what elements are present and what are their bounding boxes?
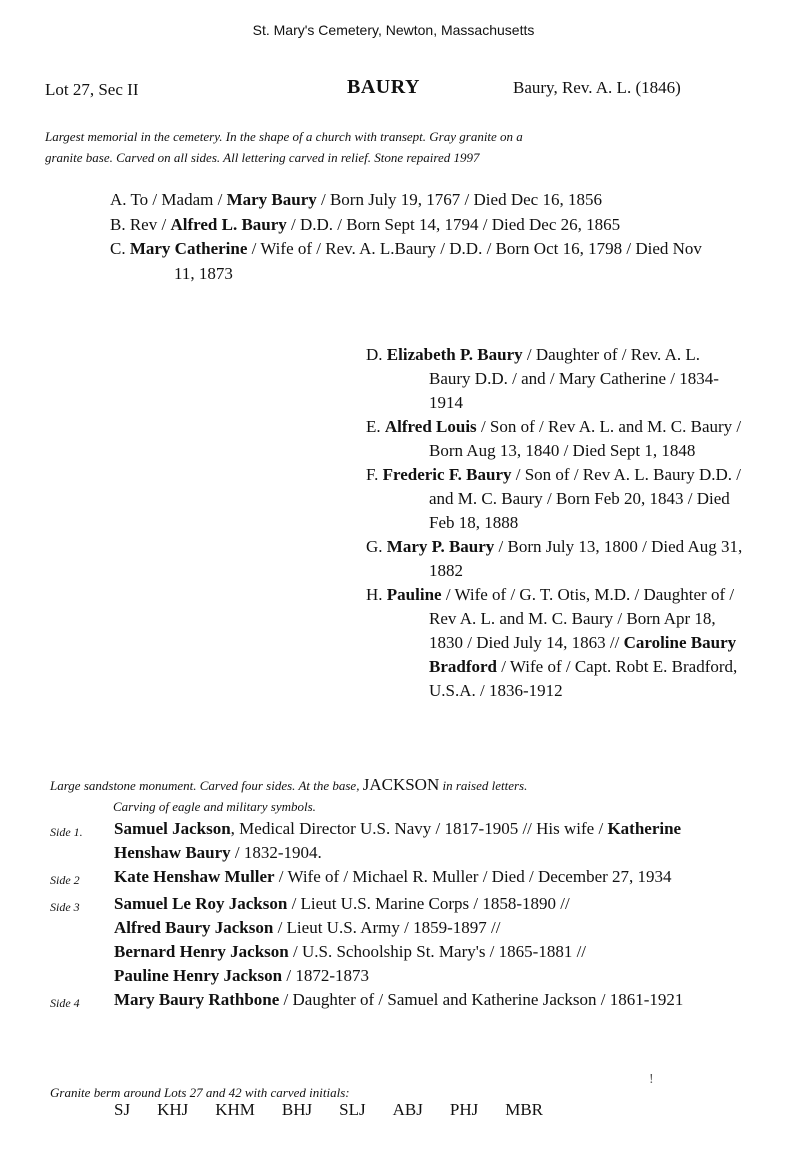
person-name: Samuel Le Roy Jackson [114, 894, 288, 913]
person-name: Mary Catherine [129, 239, 248, 258]
stray-mark: ! [649, 1072, 654, 1087]
inscription-text: / 1872-1873 [282, 966, 370, 985]
inscription-entry [366, 343, 744, 415]
inscription-text: / Lieut U.S. Marine Corps / 1858-1890 // [287, 894, 570, 913]
inscription-entry [110, 213, 710, 238]
person-name: Katherine Henshaw Baury [114, 819, 682, 862]
side-text [114, 988, 734, 1015]
monument-sides [50, 817, 734, 1015]
description-line: granite base. Carved on all sides. All lettering carved in relief. Stone repaired 1997 [45, 150, 480, 165]
side-label: Side 2 [50, 873, 80, 887]
monument-carving: Carving of eagle and military symbols. [113, 799, 316, 814]
inscription-text: / Son of / Rev A. L. Baury D.D. / and M. C. Baury / Born Feb 20, 1843 / Died Feb 18, 1888 [429, 465, 741, 532]
entry-letter: C. [110, 239, 130, 258]
side-text [114, 892, 734, 988]
person-name: Pauline Henry Jackson [114, 966, 283, 985]
inscription-entry [110, 237, 710, 286]
initial: BHJ [281, 1100, 313, 1119]
initial: KHM [215, 1100, 255, 1119]
inscription-text: Rev / [129, 214, 171, 234]
side-label: Side 4 [50, 996, 80, 1010]
initial: KHJ [157, 1100, 189, 1119]
inscription-text: / Wife of / G. T. Otis, M.D. / Daughter of / Rev A. L. and M. C. Baury / Born Apr 18, 1830 / Died July 14, 1863 // [429, 585, 735, 652]
family-name: BAURY [347, 76, 420, 98]
person-name: Samuel Jackson [114, 819, 231, 838]
inscription-text: / 1832-1904. [230, 843, 322, 862]
inscription-text: / Daughter of / Samuel and Katherine Jackson / 1861-1921 [279, 990, 684, 1009]
person-name: Pauline [386, 585, 442, 604]
initials-list [114, 1100, 570, 1120]
monument-side [50, 817, 734, 865]
monument-intro: Large sandstone monument. Carved four sides. At the base, [50, 778, 360, 793]
inscription-text: / Born July 19, 1767 / Died Dec 16, 1856 [316, 190, 602, 209]
person-name: Mary Baury Rathbone [114, 990, 280, 1009]
person-name: Alfred L. Baury [170, 214, 287, 234]
entry-letter: G. [366, 537, 387, 556]
reference-name: Baury, Rev. A. L. (1846) [513, 78, 681, 97]
monument-side [50, 865, 734, 892]
inscription-text: To / Madam / [130, 190, 227, 209]
person-name: Kate Henshaw Muller [114, 867, 275, 886]
berm-note: Granite berm around Lots 27 and 42 with carved initials: [50, 1085, 350, 1100]
person-name: Mary Baury [226, 190, 317, 209]
inscription-entry [110, 188, 710, 213]
entries-right [366, 343, 744, 703]
inscription-text: / Wife of / Michael R. Muller / Died / December 27, 1934 [274, 867, 672, 886]
inscription-text: / Wife of / Rev. A. L.Baury / D.D. / Born Oct 16, 1798 / Died Nov 11, 1873 [174, 239, 702, 283]
initial: SJ [114, 1100, 131, 1119]
inscription-entry [366, 415, 744, 463]
initial: PHJ [449, 1100, 479, 1119]
side-label: Side 1. [50, 825, 83, 839]
inscription-text: , Medical Director U.S. Navy / 1817-1905 // His wife / [230, 819, 608, 838]
monument-suffix: in raised letters. [442, 778, 528, 793]
inscription-entry [366, 535, 744, 583]
inscription-text: / D.D. / Born Sept 14, 1794 / Died Dec 26, 1865 [286, 214, 621, 234]
monument-side [50, 892, 734, 988]
entry-letter: A. [110, 190, 131, 209]
initial: SLJ [339, 1100, 366, 1119]
person-name: Bernard Henry Jackson [114, 942, 289, 961]
inscription-text: / Wife of / Capt. Robt E. Bradford, U.S.A. / 1836-1912 [429, 657, 738, 700]
inscription-text: / Born July 13, 1800 / Died Aug 31, 1882 [429, 537, 743, 580]
entry-letter: E. [366, 417, 385, 436]
monument-description [50, 774, 527, 817]
side-text [114, 865, 734, 892]
initial: MBR [505, 1100, 544, 1119]
inscription-text: / Lieut U.S. Army / 1859-1897 // [273, 918, 501, 937]
inscription-text: / Daughter of / Rev. A. L. Baury D.D. / and / Mary Catherine / 1834-1914 [429, 345, 719, 412]
monument-side [50, 988, 734, 1015]
person-name: Mary P. Baury [386, 537, 495, 556]
person-name: Frederic F. Baury [382, 465, 512, 484]
side-label: Side 3 [50, 900, 80, 914]
person-name: Alfred Baury Jackson [114, 918, 274, 937]
person-name: Caroline Baury Bradford [429, 633, 737, 676]
inscription-text: / Son of / Rev A. L. and M. C. Baury / Born Aug 13, 1840 / Died Sept 1, 1848 [429, 417, 742, 460]
page-header: St. Mary's Cemetery, Newton, Massachusetts [252, 22, 535, 38]
person-name: Elizabeth P. Baury [386, 345, 523, 364]
person-name: Alfred Louis [384, 417, 477, 436]
memorial-description [45, 126, 523, 168]
lot-number: Lot 27, Sec II [45, 80, 139, 99]
entry-letter: B. [110, 214, 130, 234]
entry-letter: H. [366, 585, 387, 604]
entry-letter: F. [366, 465, 383, 484]
inscription-entry [366, 463, 744, 535]
inscription-entry [366, 583, 744, 703]
entry-letter: D. [366, 345, 387, 364]
side-text [114, 817, 734, 865]
description-line: Largest memorial in the cemetery. In the shape of a church with transept. Gray granite on a [45, 129, 523, 144]
initial: ABJ [392, 1100, 423, 1119]
inscription-text: / U.S. Schoolship St. Mary's / 1865-1881 // [288, 942, 587, 961]
monument-name: JACKSON [362, 775, 440, 794]
entries-left [110, 188, 710, 286]
